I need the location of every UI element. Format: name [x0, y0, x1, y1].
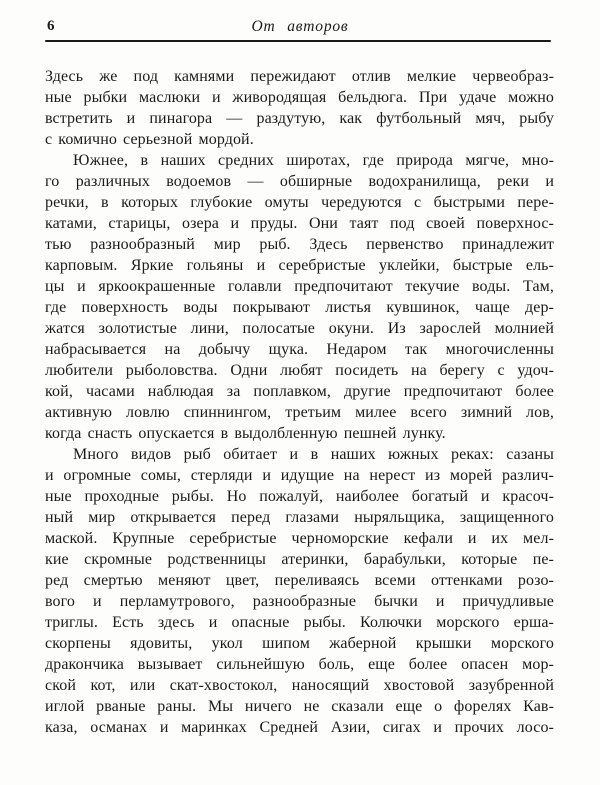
text-line: скорпены ядовиты, укол шипом жаберной крышки морского	[45, 635, 554, 652]
text-line: вого и перламутрового, разнообразные бычки и причудливые	[45, 593, 554, 610]
text-line: Здесь же под камнями пережидают отлив мелкие червеобраз-	[45, 68, 554, 85]
text-line: ные рыбки маслюки и живородящая бельдюга. При удаче можно	[45, 89, 554, 106]
text-line: ской кот, или скат-хвостокол, наносящий хвостовой зазубренной	[45, 677, 554, 694]
text-line: ный мир открывается перед глазами ныряльщика, защищенного	[45, 509, 554, 526]
text-line: Много видов рыб обитает и в наших южных реках: сазаны	[73, 446, 554, 463]
text-line: ные проходные рыбы. Но пожалуй, наиболее богатый и красоч-	[45, 488, 554, 505]
text-line: ред смертью меняют цвет, переливаясь всеми оттенками розо-	[45, 572, 554, 589]
text-line: иглой рваные раны. Мы ничего не сказали еще о форелях Кав-	[45, 698, 554, 715]
text-line: любители рыболовства. Одни любят посидеть на берегу с удоч-	[45, 362, 554, 379]
text-line: встретить и пинагора — раздутую, как футбольный мяч, рыбу	[45, 110, 554, 127]
header-rule	[45, 40, 551, 42]
text-line: катами, старицы, озера и пруды. Они таят под своей поверхнос-	[45, 215, 554, 232]
text-line: маской. Крупные серебристые черноморские кефали и их мел-	[45, 530, 554, 547]
text-line: речки, в которых глубокие омуты чередуются с быстрыми пере-	[45, 194, 554, 211]
text-line: кие скромные родственницы атеринки, барабульки, которые пе-	[45, 551, 554, 568]
text-line: кой, часами наблюдая за поплавком, другие предпочитают более	[45, 383, 554, 400]
text-line: каза, османах и маринках Средней Азии, сигах и прочих лосо-	[45, 719, 554, 736]
text-line: триглы. Есть здесь и опасные рыбы. Колючки морского ерша-	[45, 614, 554, 631]
running-head: От авторов	[251, 18, 349, 35]
paragraph	[45, 66, 554, 150]
text-line: с комично серьезной мордой.	[45, 131, 254, 148]
text-line: Южнее, в наших средних широтах, где природа мягче, мно-	[73, 152, 554, 169]
text-line: карповым. Яркие гольяны и серебристые уклейки, быстрые ель-	[45, 257, 554, 274]
text-line: когда снасть опускается в выдолбленную пешней лунку.	[45, 425, 446, 442]
text-line: тью разнообразный мир рыб. Здесь первенство принадлежит	[45, 236, 554, 253]
page-header	[45, 16, 555, 38]
paragraph	[45, 150, 554, 444]
text-line: где поверхность воды покрывают листья кувшинок, чаще дер-	[45, 299, 554, 316]
paragraph	[45, 444, 554, 738]
text-line: дракончика вызывает сильнейшую боль, еще более опасен мор-	[45, 656, 554, 673]
text-line: активную ловлю спиннингом, третьим милее всего зимний лов,	[45, 404, 554, 421]
body-text	[45, 66, 554, 738]
page-number: 6	[47, 18, 55, 34]
text-line: го различных водоемов — обширные водохранилища, реки и	[45, 173, 554, 190]
text-line: и огромные сомы, стерляди и идущие на нерест из морей различ-	[45, 467, 554, 484]
text-line: жатся золотистые лини, полосатые окуни. Из зарослей молнией	[45, 320, 554, 337]
text-line: набрасывается на добычу щука. Недаром так многочисленны	[45, 341, 554, 358]
text-line: цы и яркоокрашенные голавли предпочитают текучие воды. Там,	[45, 278, 554, 295]
